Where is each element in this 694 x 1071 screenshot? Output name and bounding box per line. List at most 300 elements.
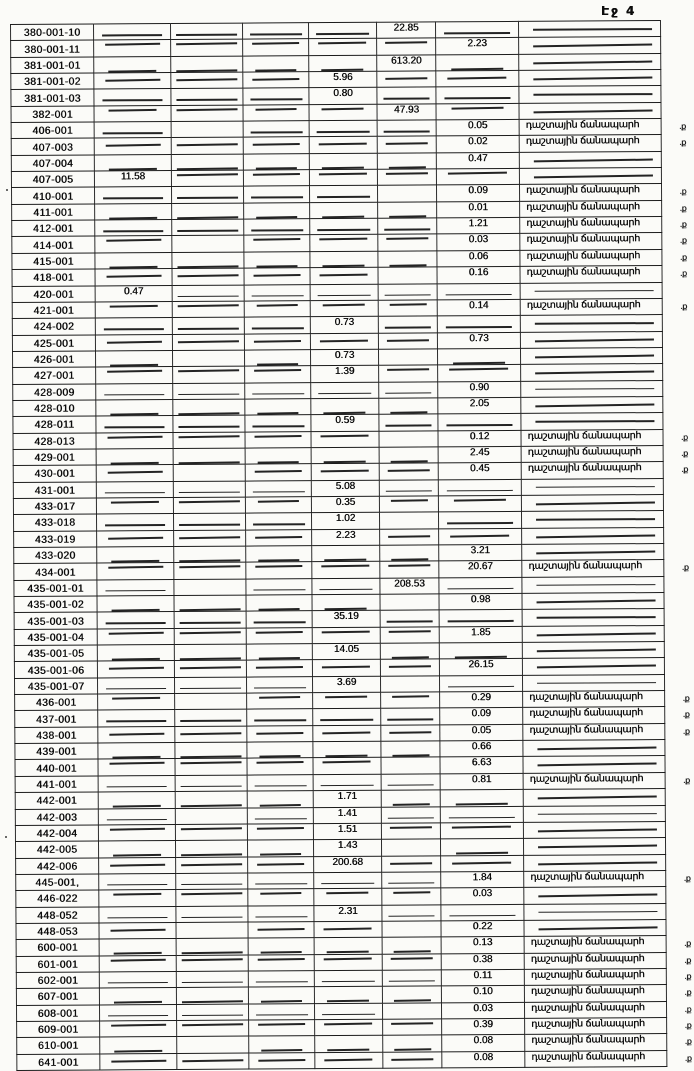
scan-line-artifact [391,558,428,560]
value-cell-a [99,922,176,939]
scan-line-artifact [320,785,374,787]
value-cell-c [246,676,312,693]
scan-line-artifact [105,144,160,146]
code-cell: 600-001 [16,939,99,956]
value-cell-d: 1.43 [313,839,381,856]
value-cell-c [248,889,314,906]
value-cell-c [244,268,310,285]
value-cell-d [314,888,382,905]
note-cell [520,282,662,299]
note-cell [524,968,691,985]
scan-line-artifact [256,216,297,218]
note-cell [522,527,664,544]
scan-line-artifact [536,534,655,537]
note-text: դաշտային ճանապարհ [526,249,641,262]
value-cell-d [315,1019,383,1036]
scan-line-artifact [325,696,367,698]
scan-line-artifact [113,854,161,856]
scan-line-artifact [533,60,652,63]
value-cell-a [98,792,175,809]
scan-line-artifact [258,559,299,561]
scan-line-artifact [258,1023,305,1025]
value-cell-d [314,921,382,938]
scan-line-artifact [534,93,653,95]
scan-line-artifact [387,784,433,786]
scan-line-artifact [254,785,306,787]
value-cell-f: 0.01 [437,201,520,218]
scan-line-artifact [178,435,239,438]
scan-line-artifact [386,143,428,145]
value-cell-e [379,430,438,447]
value-cell-b [176,857,248,874]
value-cell-f: 0.47 [436,152,519,169]
value-cell-d [312,545,380,562]
scan-line-artifact [533,76,652,79]
value-cell-e [382,872,441,889]
note-text: դաշտային ճանապարհ [530,936,645,949]
note-text: դաշտային ճանապարհ [531,1018,645,1030]
value-cell-f: 0.16 [437,267,520,284]
value-cell-a [96,514,173,531]
scan-line-artifact [181,916,242,918]
value-cell-e [378,218,437,235]
value-cell-e [379,398,438,415]
scan-line-artifact [389,666,431,668]
scan-line-artifact [320,238,368,240]
value-cell-b [176,873,248,890]
value-cell-e [382,921,441,938]
code-cell: 429-001 [13,449,96,466]
value-cell-d [313,692,381,709]
value-cell-d: 35.19 [312,611,380,628]
scan-line-artifact [181,827,242,830]
value-cell-a [100,1037,177,1054]
value-cell-e [378,202,437,219]
value-cell-c [246,529,312,546]
scan-line-artifact [325,608,367,610]
value-cell-f [437,283,520,300]
code-cell: 428-009 [13,384,96,401]
margin-mark: .ք [679,187,687,197]
scan-line-artifact [388,535,430,537]
margin-mark: .ք [679,252,687,262]
value-cell-a [97,645,174,662]
value-cell-a [100,1020,177,1037]
value-cell-b [176,938,248,955]
value-cell-c [248,987,314,1004]
scan-line-artifact [107,435,162,437]
scan-line-artifact [180,732,241,735]
scan-line-artifact [389,630,431,632]
scan-line-artifact [180,622,241,624]
value-cell-d [309,120,377,137]
value-cell-c [243,88,309,105]
value-cell-a [95,334,172,351]
value-cell-d [309,55,377,72]
scan-line-artifact [316,33,370,35]
scan-line-artifact [177,216,238,219]
margin-mark: .ք [684,971,691,981]
scan-line-artifact [178,393,239,395]
scan-line-artifact [112,658,160,660]
value-cell-c [246,562,312,579]
value-cell-e [381,757,440,774]
value-cell-d [309,169,377,186]
note-cell [522,576,664,593]
margin-mark: .ք [680,432,688,442]
value-cell-d: 2.23 [312,529,380,546]
margin-mark: .ք [682,775,690,785]
scan-line-artifact [256,732,303,734]
scan-line-artifact [323,761,371,763]
value-cell-f [438,495,521,512]
scan-line-artifact [538,828,657,831]
note-text: դաշտային ճանապարհ [527,429,642,442]
value-cell-d: 1.02 [311,513,379,530]
value-cell-f: 1.21 [437,218,520,235]
value-cell-a [99,873,176,890]
scan-line-artifact [178,328,239,330]
scan-line-artifact [255,981,307,983]
value-cell-c [248,954,314,971]
value-cell-e: 208.53 [380,578,439,595]
scan-line-artifact [454,499,506,501]
value-cell-e [382,855,441,872]
value-cell-a [95,318,172,335]
margin-mark: .ք [681,563,689,573]
scan-line-artifact [257,363,298,365]
scan-line-artifact [110,958,165,960]
scan-line-artifact [453,362,505,364]
scan-line-artifact [178,426,239,428]
code-cell: 440-001 [15,759,98,776]
value-cell-c [248,856,314,873]
scan-line-artifact [446,293,512,295]
value-cell-e [378,267,437,284]
scan-line-artifact [322,981,376,983]
scan-line-artifact [323,303,365,305]
note-cell [519,102,661,119]
value-cell-b [171,105,243,122]
value-cell-b [174,660,246,677]
scan-line-artifact [390,862,432,864]
value-cell-a [96,383,173,400]
value-cell-d [312,594,380,611]
note-text: դաշտային ճանապարհ [526,200,640,213]
value-cell-c [244,333,310,350]
scan-line-artifact [253,524,305,526]
code-cell: 433-017 [13,498,96,515]
value-cell-a [95,236,172,253]
value-cell-b [174,611,246,628]
scan-line-artifact [448,588,514,590]
code-cell: 433-019 [14,531,97,548]
value-cell-a [97,612,174,629]
value-cell-e [379,463,438,480]
value-cell-e [377,185,436,202]
scan-line-artifact [103,328,164,330]
code-cell: 435-001-03 [14,612,97,629]
note-cell [519,184,687,201]
value-cell-b [176,906,248,923]
scan-line-artifact [449,816,515,818]
value-cell-b [171,56,243,73]
value-cell-f [440,839,523,856]
scan-line-artifact [177,265,238,267]
code-cell: 609-001 [17,1021,100,1038]
value-cell-b [172,203,244,220]
scan-line-artifact [388,882,434,884]
scan-line-artifact [253,173,300,175]
scan-line-artifact [391,1058,433,1060]
value-cell-d: 1.41 [313,807,381,824]
scan-line-artifact [392,803,429,805]
value-cell-f [440,806,523,823]
value-cell-c [245,497,311,514]
scan-line-artifact [111,560,159,562]
scan-line-artifact [260,892,301,894]
code-cell: 382-001 [11,106,94,123]
value-cell-e [381,774,440,791]
scan-line-artifact [447,522,513,524]
value-cell-e [380,610,439,627]
scan-line-artifact [181,892,242,895]
scan-line-artifact [114,1001,162,1003]
note-cell [520,315,662,332]
value-cell-d [310,333,378,350]
scan-line-artifact [108,1015,169,1017]
value-cell-f: 0.38 [441,953,524,970]
code-cell: 433-018 [13,514,96,531]
value-cell-c [243,153,309,170]
scan-line-artifact [254,369,301,371]
note-cell [520,249,687,266]
scan-line-artifact [254,340,301,342]
code-cell: 428-013 [13,433,96,450]
scan-line-artifact [255,435,302,437]
note-text: դաշտային ճանապարհ [525,119,640,131]
scan-line-artifact [259,608,300,610]
code-cell: 445-001, [16,874,99,891]
value-cell-d: 5.96 [309,71,377,88]
value-cell-a [100,1053,177,1070]
note-cell [520,298,687,315]
value-cell-b [171,88,243,105]
scan-line-artifact [256,167,297,169]
scan-line-artifact [178,274,239,277]
value-cell-e [378,283,437,300]
scan-line-artifact [322,565,370,567]
note-cell [524,903,666,920]
note-cell [519,119,686,136]
scan-line-artifact [180,720,241,722]
value-cell-a [98,824,175,841]
value-cell-a [96,416,173,433]
scan-line-artifact [105,43,160,45]
value-cell-e [378,300,437,317]
scan-line-artifact [385,392,431,394]
value-cell-a [99,955,176,972]
scan-line-artifact [535,388,654,390]
note-text: դաշտային ճանապարհ [529,691,643,703]
scan-line-artifact [104,426,165,428]
value-cell-c [248,938,314,955]
value-cell-f [436,103,519,120]
scan-line-artifact [448,172,507,174]
value-cell-e [379,365,438,382]
scan-line-artifact [535,338,654,341]
scan-line-artifact [105,622,166,624]
scan-line-artifact [111,501,159,503]
scan-line-artifact [321,434,369,436]
value-cell-f: 0.11 [441,969,524,986]
code-cell: 442-006 [16,858,99,875]
value-cell-b [173,497,245,514]
value-cell-b [172,301,244,318]
scan-line-artifact [109,762,164,764]
value-cell-d [310,251,378,268]
value-cell-e [377,136,436,153]
value-cell-b [173,415,245,432]
scan-line-artifact [177,167,238,169]
margin-mark: .ք [683,939,691,949]
value-cell-a [99,1004,176,1021]
code-cell: 431-001 [13,482,96,499]
value-cell-b [174,628,246,645]
scan-line-artifact [110,364,158,366]
scan-line-artifact [255,536,302,538]
value-cell-a [94,187,171,204]
scan-line-artifact [179,524,240,526]
scan-line-artifact [251,327,303,329]
value-cell-d [314,872,382,889]
scan-line-artifact [538,796,657,799]
code-cell: 427-001 [13,367,96,384]
value-cell-b [171,137,243,154]
scan-line-artifact [388,565,430,567]
value-cell-d: 0.80 [309,88,377,105]
value-cell-c [244,301,310,318]
value-cell-e [382,986,441,1003]
scan-line-artifact [393,891,430,893]
value-cell-f [438,512,521,529]
scan-line-artifact [320,274,368,276]
scan-line-artifact [109,109,157,111]
value-cell-c [245,480,311,497]
scan-line-artifact [256,108,297,110]
note-text: դաշտային ճանապարհ [527,446,642,458]
scan-line-artifact [254,818,306,820]
note-text: դաշտային ճանապարհ [529,723,643,736]
scan-line-artifact [392,695,429,697]
value-cell-f [437,348,520,365]
value-cell-a [98,726,175,743]
scan-line-artifact [322,1013,376,1015]
scan-line-artifact [383,98,429,100]
value-cell-c [247,693,313,710]
value-cell-e [379,447,438,464]
scan-line-artifact [327,892,369,894]
scan-line-artifact [537,665,656,668]
scan-line-artifact [537,616,656,618]
value-cell-e [377,153,436,170]
value-cell-f [436,168,519,185]
note-cell [520,347,662,364]
scan-line-artifact [321,883,375,885]
value-cell-d: 0.73 [310,349,378,366]
value-cell-c [243,170,309,187]
scan-line-artifact [388,915,434,917]
note-cell [519,86,661,103]
value-cell-a [94,40,171,57]
value-cell-f: 0.22 [441,920,524,937]
value-cell-c [245,382,311,399]
scan-line-artifact [386,490,432,492]
value-cell-c [244,317,310,334]
value-cell-d [309,137,377,154]
scan-line-artifact [318,42,366,44]
value-cell-e [381,839,440,856]
note-cell [523,691,690,708]
code-cell: 435-001-01 [14,580,97,597]
note-cell [525,1017,692,1034]
value-cell-e [382,953,441,970]
scan-line-artifact [113,805,161,807]
note-cell [521,429,688,446]
value-cell-a [94,89,171,106]
value-cell-f: 1.84 [441,871,524,888]
value-cell-c [247,758,313,775]
value-cell-e [380,676,439,693]
data-table [10,20,692,1071]
scan-line-artifact [451,67,503,69]
value-cell-e [379,496,438,513]
scan-line-artifact [111,1024,166,1026]
scan-line-artifact [110,266,158,268]
value-cell-f: 0.03 [441,1002,524,1019]
value-cell-f: 3.21 [439,544,522,561]
value-cell-a [97,628,174,645]
scan-line-artifact [176,69,237,71]
scan-line-artifact [107,370,162,372]
scan-line-artifact [534,175,653,178]
value-cell-e [377,38,436,55]
scan-line-artifact [390,411,427,413]
value-cell-b [176,922,248,939]
value-cell-c [244,202,310,219]
margin-mark: .ք [679,269,687,279]
value-cell-f: 0.09 [440,708,523,725]
value-cell-f: 0.45 [438,463,521,480]
note-cell [524,1001,692,1018]
value-cell-b [175,759,247,776]
scan-line-artifact [319,588,373,590]
scan-line-artifact [254,687,306,689]
scan-line-artifact [452,825,511,827]
value-cell-b [172,268,244,285]
note-cell [525,1050,692,1067]
scan-line-artifact [255,69,296,71]
value-cell-b [174,530,246,547]
scan-line-artifact [253,589,305,591]
code-cell: 411-001 [12,204,95,221]
value-cell-d [313,758,381,775]
margin-mark: .ք [680,448,688,458]
value-cell-d [314,1003,382,1020]
scan-line-artifact [258,500,299,502]
value-cell-b [175,710,247,727]
value-cell-c [248,905,314,922]
